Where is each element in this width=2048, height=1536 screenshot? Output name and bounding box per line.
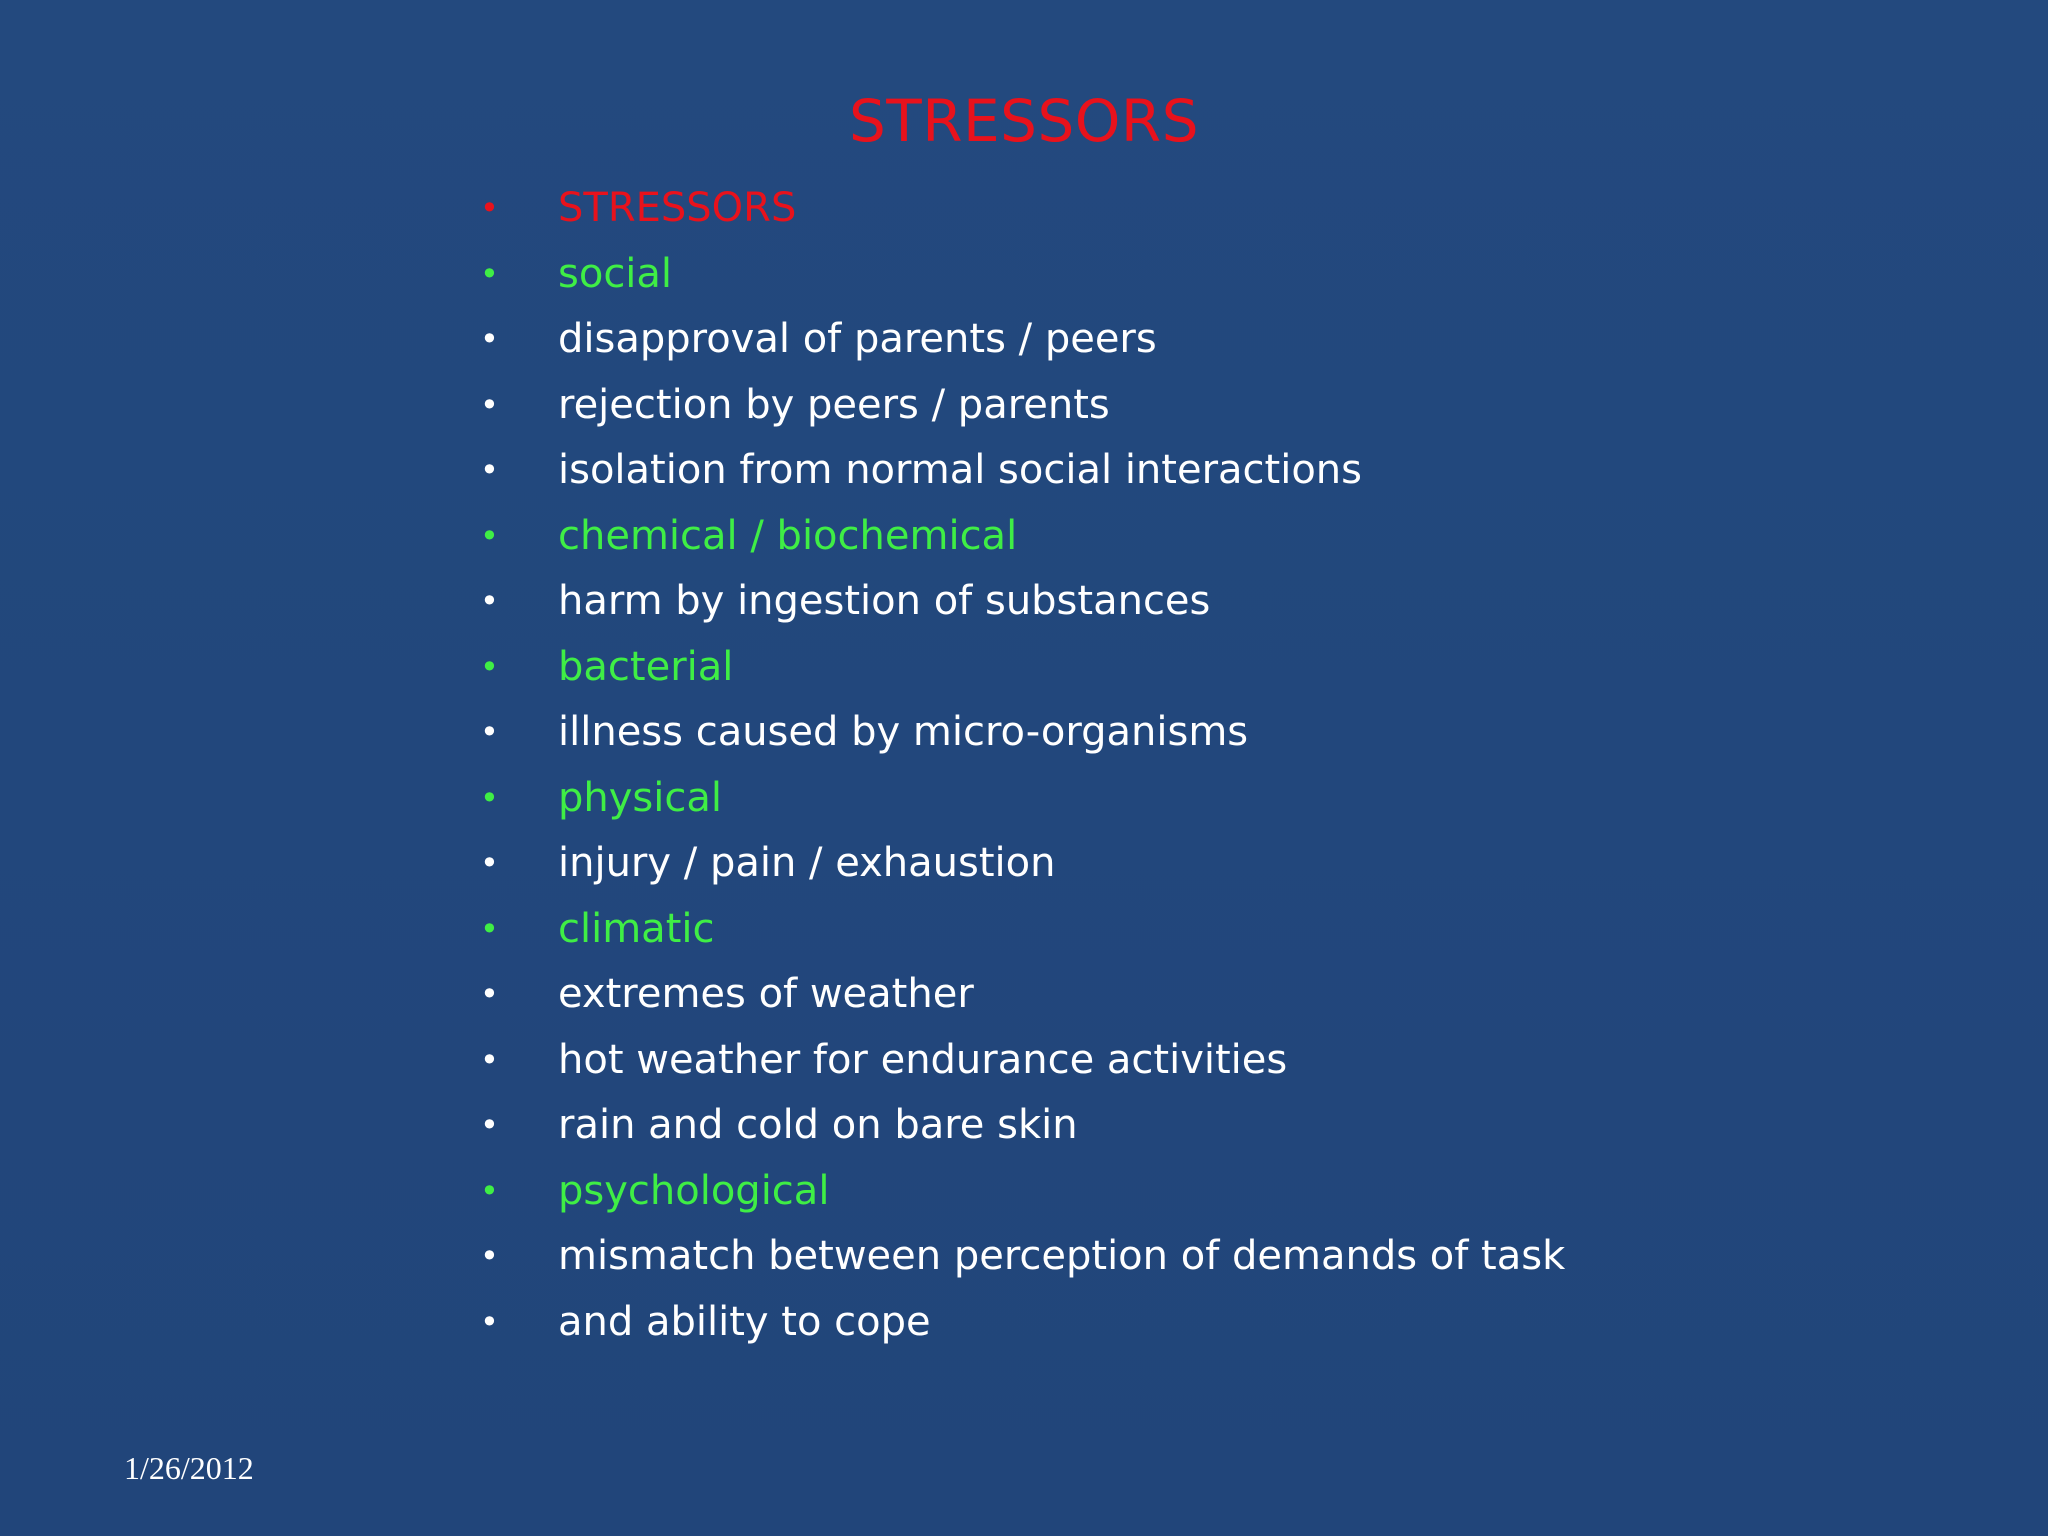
list-item — [470, 1159, 2010, 1225]
list-item — [470, 766, 2010, 832]
list-item-text: and ability to cope — [558, 1298, 931, 1345]
list-item — [470, 635, 2010, 701]
bullet-icon: • — [480, 1171, 499, 1210]
list-item — [470, 962, 2010, 1028]
bullet-icon: • — [480, 320, 499, 358]
list-item-text: rain and cold on bare skin — [558, 1102, 1078, 1148]
list-item-text: disapproval of parents / peers — [558, 316, 1157, 362]
bullet-icon: • — [480, 909, 499, 948]
bullet-icon: • — [480, 254, 499, 293]
bullet-icon: • — [480, 582, 499, 620]
bullet-icon: • — [480, 1302, 499, 1341]
list-item — [470, 1224, 2010, 1290]
list-item — [470, 176, 2010, 242]
list-item-text: climatic — [558, 905, 715, 952]
bullet-icon: • — [480, 516, 499, 555]
list-item — [470, 504, 2010, 570]
list-item-text: bacterial — [558, 643, 734, 690]
list-item — [470, 242, 2010, 308]
list-item-text: hot weather for endurance activities — [558, 1036, 1288, 1083]
list-item-text: physical — [558, 774, 722, 821]
bullet-icon: • — [480, 1237, 499, 1275]
list-item-text: STRESSORS — [558, 185, 797, 231]
list-item — [470, 831, 2010, 897]
list-item-text: harm by ingestion of substances — [558, 578, 1211, 624]
list-item — [470, 569, 2010, 635]
bullet-icon: • — [480, 451, 499, 489]
bullet-icon: • — [480, 844, 499, 882]
bullet-icon: • — [480, 385, 499, 424]
list-item — [470, 700, 2010, 766]
bullet-icon: • — [480, 778, 499, 817]
list-item-text: illness caused by micro-organisms — [558, 709, 1249, 755]
bullet-icon: • — [480, 647, 499, 686]
bullet-icon: • — [480, 713, 499, 751]
bullet-list — [470, 176, 2010, 1355]
list-item-text: injury / pain / exhaustion — [558, 840, 1056, 886]
list-item — [470, 897, 2010, 963]
list-item — [470, 1290, 2010, 1356]
list-item — [470, 438, 2010, 504]
slide-title: STRESSORS — [848, 87, 1200, 155]
list-item-text: mismatch between perception of demands of task — [558, 1233, 1566, 1279]
bullet-icon: • — [480, 975, 499, 1013]
list-item-text: rejection by peers / parents — [558, 381, 1110, 428]
list-item-text: chemical / biochemical — [558, 512, 1018, 559]
list-item — [470, 373, 2010, 439]
bullet-icon: • — [480, 1106, 499, 1144]
list-item-text: isolation from normal social interactions — [558, 447, 1362, 493]
list-item-text: extremes of weather — [558, 971, 974, 1017]
slide-date: 1/26/2012 — [124, 1450, 254, 1486]
bullet-icon: • — [480, 1040, 499, 1079]
list-item — [470, 1093, 2010, 1159]
bullet-icon: • — [480, 189, 499, 227]
list-item — [470, 307, 2010, 373]
list-item — [470, 1028, 2010, 1094]
list-item-text: psychological — [558, 1167, 830, 1214]
list-item-text: social — [558, 250, 673, 297]
